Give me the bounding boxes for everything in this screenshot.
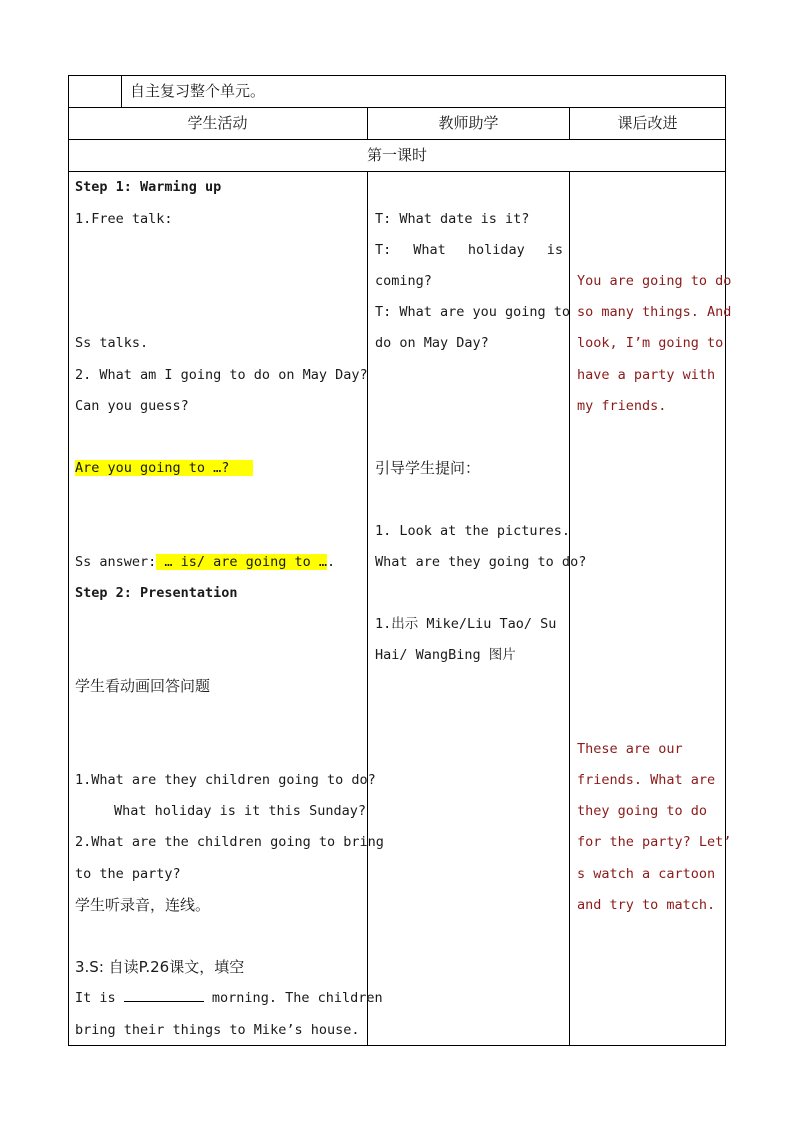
teacher-look-pictures: 1. Look at the pictures.	[375, 523, 571, 539]
question-may-day: 2. What am I going to do on May Day?	[75, 367, 368, 383]
note-line: look, I’m going to	[577, 335, 724, 351]
note-line: have a party with	[577, 367, 716, 383]
teacher-what-holiday	[375, 235, 563, 266]
ss-answer-period: .	[326, 554, 336, 570]
teacher-coming: coming?	[375, 273, 432, 289]
watch-cartoon: 学生看动画回答问题	[75, 677, 211, 695]
ss-talks: Ss talks.	[75, 335, 149, 351]
note-line: friends. What are	[577, 772, 716, 788]
fill-blank-start: It is	[75, 990, 116, 1006]
header-teacher-help: 教师助学	[438, 114, 499, 132]
note-line: for the party? Let’	[577, 834, 732, 850]
table-border-right	[725, 75, 726, 1046]
ss-answer	[75, 547, 335, 578]
question-children-do: 1.What are they children going to do?	[75, 772, 376, 788]
word: T:	[375, 242, 392, 258]
self-read-fill-blank: 3.S: 自读P.26课文，填空	[75, 958, 245, 976]
table-border-left	[68, 75, 69, 1046]
teacher-show-pictures: 1.出示 Mike/Liu Tao/ Su	[375, 616, 557, 632]
header-post-class-improvement: 课后改进	[617, 114, 678, 132]
review-instruction: 自主复习整个单元。	[130, 82, 266, 100]
fill-blank-line	[124, 987, 204, 1002]
listen-and-match: 学生听录音，连线。	[75, 896, 211, 914]
question-bring: 2.What are the children going to bring	[75, 834, 384, 850]
highlight-ss-answer: … is/ are going to …	[156, 554, 327, 570]
lesson-title: 第一课时	[366, 146, 427, 164]
teacher-what-are-you: T: What are you going to	[375, 304, 571, 320]
question-party: to the party?	[75, 866, 181, 882]
col-divider	[367, 171, 368, 1045]
question-holiday: What holiday is it this Sunday?	[114, 803, 366, 819]
teacher-do-on-may-day: do on May Day?	[375, 335, 489, 351]
step1-heading: Step 1: Warming up	[75, 179, 222, 195]
note-line: You are going to do	[577, 273, 732, 289]
bring-things-sentence: bring their things to Mike’s house.	[75, 1022, 360, 1038]
note-line: my friends.	[577, 398, 667, 414]
header-student-activity: 学生活动	[187, 114, 248, 132]
can-you-guess: Can you guess?	[75, 398, 189, 414]
step2-heading: Step 2: Presentation	[75, 585, 238, 601]
note-line: they going to do	[577, 803, 708, 819]
note-line: and try to match.	[577, 897, 716, 913]
are-you-going-to	[75, 453, 253, 484]
teacher-guide-question: 引导学生提问：	[375, 459, 481, 477]
note-line: so many things. And	[577, 304, 732, 320]
note-line: s watch a cartoon	[577, 866, 716, 882]
free-talk: 1.Free talk:	[75, 211, 173, 227]
teacher-what-going-to-do: What are they going to do?	[375, 554, 587, 570]
fill-blank-end: morning. The children	[211, 990, 383, 1006]
teacher-show-pictures-cont: Hai/ WangBing 图片	[375, 647, 516, 663]
word: holiday	[467, 242, 525, 258]
word: What	[413, 242, 446, 258]
ss-answer-label: Ss answer:	[75, 554, 157, 570]
note-line: These are our	[577, 741, 683, 757]
fill-blank-sentence	[75, 983, 383, 1014]
word: is	[546, 242, 563, 258]
teacher-what-date: T: What date is it?	[375, 211, 530, 227]
col-divider	[121, 75, 122, 107]
lesson-plan-table	[68, 75, 732, 1046]
highlight-are-you-going-to: Are you going to …?	[75, 460, 253, 476]
